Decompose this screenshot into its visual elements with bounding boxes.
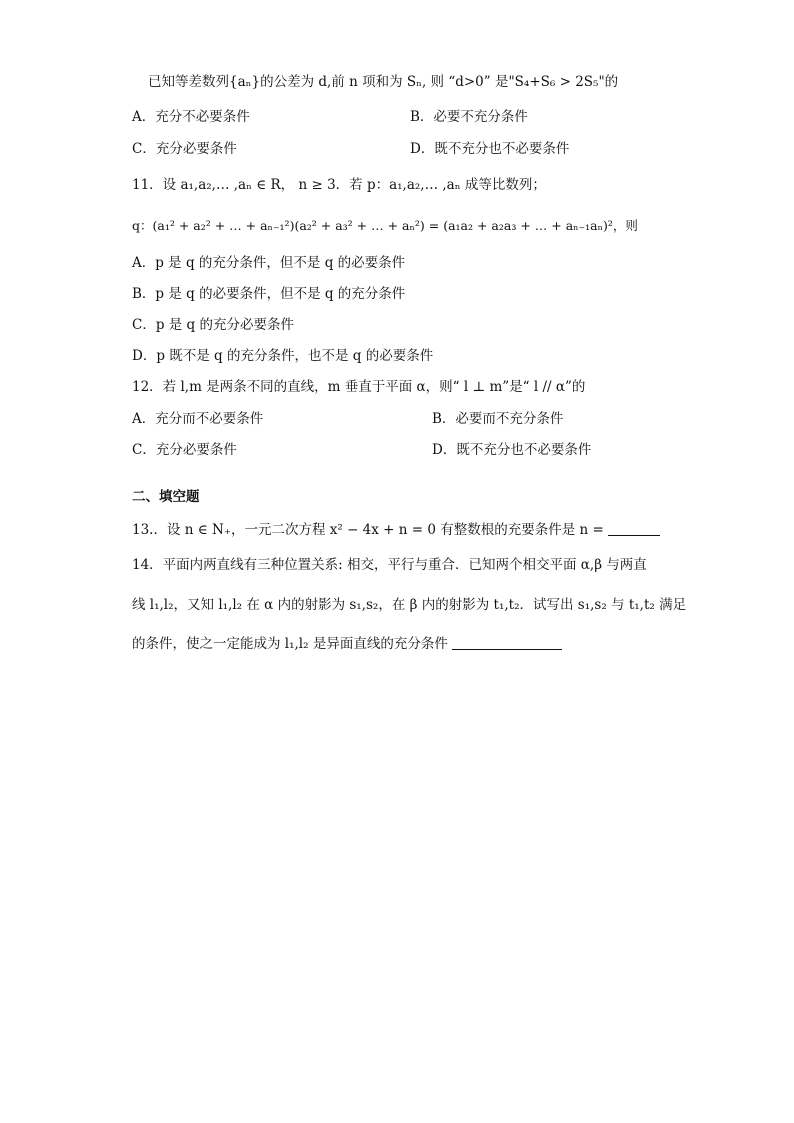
question-10-option-c: C．充分必要条件	[132, 141, 237, 157]
question-13-answer-blank[interactable]	[608, 535, 660, 536]
question-10-text: 已知等差数列{aₙ}的公差为 d,前 n 项和为 Sₙ, 则 “d>0” 是"S₄+S₆ > 2S₅"的	[148, 74, 619, 90]
question-11-option-c: C．p 是 q 的充分必要条件	[132, 317, 294, 333]
question-12-option-d: D．既不充分也不必要条件	[432, 442, 592, 458]
section-2-title: 二、填空题	[132, 489, 200, 505]
question-11-option-a: A．p 是 q 的充分条件，但不是 q 的必要条件	[132, 255, 406, 271]
question-10-option-a: A．充分不必要条件	[132, 109, 250, 125]
question-14-answer-blank[interactable]	[452, 649, 562, 650]
question-14-line-2: 线 l₁,l₂，又知 l₁,l₂ 在 α 内的射影为 s₁,s₂，在 β 内的射影为 t₁,t₂．试写出 s₁,s₂ 与 t₁,t₂ 满足	[132, 597, 687, 613]
question-11-q-condition: q：(a₁² + a₂² + … + aₙ₋₁²)(a₂² + a₃² + … + aₙ²) = (a₁a₂ + a₂a₃ + … + aₙ₋₁aₙ)²，则	[132, 218, 638, 233]
question-13-text: 13.．设 n ∈ N₊，一元二次方程 x² − 4x + n = 0 有整数根的充要条件是 n =	[132, 522, 604, 538]
question-13	[132, 520, 660, 540]
question-10-option-d: D．既不充分也不必要条件	[410, 141, 570, 157]
question-14-line-3	[132, 634, 562, 654]
question-14-line-1: 14．平面内两直线有三种位置关系: 相交，平行与重合．已知两个相交平面 α,β 与两直	[132, 557, 647, 573]
question-10-stem	[148, 72, 618, 92]
question-12-option-a: A．充分而不必要条件	[132, 411, 264, 427]
question-11-option-d: D．p 既不是 q 的充分条件，也不是 q 的必要条件	[132, 348, 434, 364]
question-14-line-3-text: 的条件，使之一定能成为 l₁,l₂ 是异面直线的充分条件	[132, 636, 448, 652]
question-11-stem: 11．设 a₁,a₂,… ,aₙ ∈ R， n ≥ 3．若 p：a₁,a₂,… ,aₙ 成等比数列；	[132, 177, 546, 193]
question-12-option-b: B．必要而不充分条件	[432, 411, 564, 427]
question-12-option-c: C．充分必要条件	[132, 442, 237, 458]
question-12-stem: 12．若 l,m 是两条不同的直线，m 垂直于平面 α，则“ l ⊥ m”是“ l // α”的	[132, 379, 586, 395]
question-10-option-b: B．必要不充分条件	[410, 109, 528, 125]
question-11-option-b: B．p 是 q 的必要条件，但不是 q 的充分条件	[132, 286, 406, 302]
